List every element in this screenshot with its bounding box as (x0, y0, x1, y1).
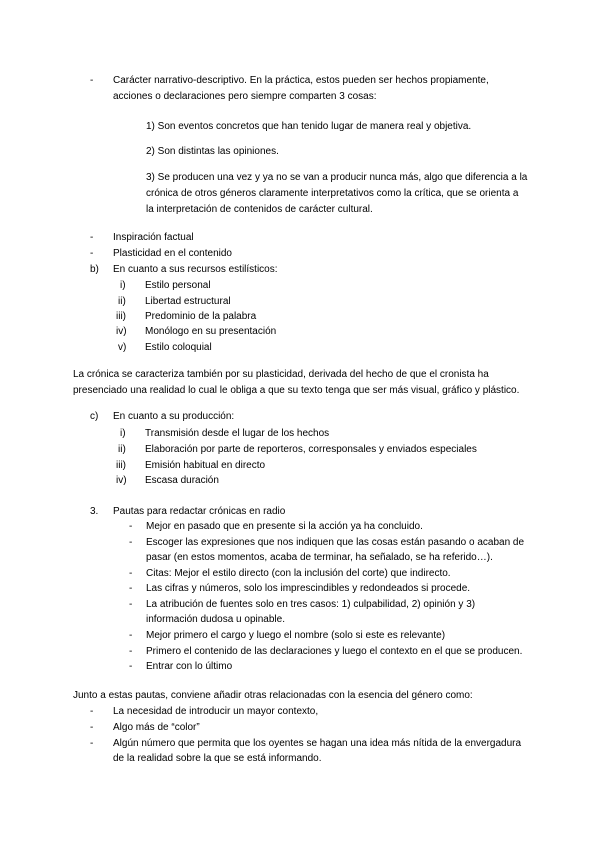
roman-marker: ii) (118, 296, 126, 307)
pauta-item-8: Entrar con lo último (146, 661, 233, 672)
bullet-dash: - (129, 661, 133, 672)
bullet-dash: - (129, 599, 133, 610)
pauta-item-5-line-2: información dudosa u opinable. (146, 614, 285, 625)
sub-point-3-line-1: 3) Se producen una vez y ya no se van a producir nunca más, algo que diferencia a la (146, 172, 528, 183)
pauta-item-2-line-1: Escoger las expresiones que nos indiquen que las cosas están pasando o acaban de (146, 537, 525, 548)
pauta-item-6: Mejor primero el cargo y luego el nombre (solo si este es relevante) (146, 630, 446, 641)
item-inspiracion: Inspiración factual (113, 232, 194, 243)
section-b-marker: b) (90, 264, 99, 275)
section-c-marker: c) (90, 411, 99, 422)
pauta-item-1: Mejor en pasado que en presente si la acción ya ha concluido. (146, 521, 423, 532)
caracter-line-2: acciones o declaraciones pero siempre comparten 3 cosas: (113, 91, 377, 102)
paragraph-2-item-1: La necesidad de introducir un mayor contexto, (113, 706, 319, 717)
section-3-marker: 3. (90, 506, 99, 517)
roman-marker: iv) (116, 475, 127, 486)
section-b-title: En cuanto a sus recursos estilísticos: (113, 264, 278, 275)
paragraph-2-item-3-line-1: Algún número que permita que los oyentes se hagan una idea más nítida de la envergadura (113, 738, 522, 749)
section-c-title: En cuanto a su producción: (113, 411, 235, 422)
paragraph-2-text: Junto a estas pautas, conviene añadir otras relacionadas con la esencia del género como: (73, 690, 473, 701)
bullet-dash: - (90, 722, 94, 733)
roman-marker: i) (120, 280, 126, 291)
section-b-item: Libertad estructural (145, 296, 231, 307)
roman-marker: i) (120, 428, 126, 439)
pauta-item-3: Citas: Mejor el estilo directo (con la inclusión del corte) que indirecto. (146, 568, 451, 579)
bullet-dash: - (129, 521, 133, 532)
paragraph-2-item-2: Algo más de “color” (113, 722, 200, 733)
roman-marker: iii) (116, 460, 126, 471)
section-3-title: Pautas para redactar crónicas en radio (113, 506, 286, 517)
bullet-dash: - (129, 537, 133, 548)
section-b-item: Estilo personal (145, 280, 211, 291)
sub-point-3-line-3: la interpretación de contenidos de carácter cultural. (146, 204, 373, 215)
pauta-item-2-line-2: pasar (en estos momentos, acaba de terminar, ha señalado, se ha referido…). (146, 552, 493, 563)
bullet-dash: - (90, 248, 94, 259)
sub-point-3-line-2: crónica de otros géneros claramente interpretativos como la crítica, que se orienta a (146, 188, 519, 199)
section-c-item: Escasa duración (145, 475, 219, 486)
bullet-dash: - (129, 583, 133, 594)
paragraph-1-line-2: presenciado una realidad lo cual le obliga a que su texto tenga que ser más visual, gráfico y plástico. (73, 385, 520, 396)
bullet-dash: - (90, 232, 94, 243)
bullet-dash: - (90, 706, 94, 717)
paragraph-1-line-1: La crónica se caracteriza también por su plasticidad, derivada del hecho de que el cronista ha (73, 369, 489, 380)
pauta-item-7: Primero el contenido de las declaraciones y luego el contexto en el que se producen. (146, 646, 523, 657)
bullet-dash: - (90, 75, 94, 86)
paragraph-2-item-3-line-2: de la realidad sobre la que se está informando. (113, 753, 322, 764)
section-b-item: Predominio de la palabra (145, 311, 257, 322)
pauta-item-5-line-1: La atribución de fuentes solo en tres casos: 1) culpabilidad, 2) opinión y 3) (146, 599, 476, 610)
bullet-dash: - (129, 630, 133, 641)
pauta-item-4: Las cifras y números, solo los imprescindibles y redondeados si procede. (146, 583, 471, 594)
roman-marker: v) (118, 342, 127, 353)
roman-marker: iii) (116, 311, 126, 322)
bullet-dash: - (129, 646, 133, 657)
item-plasticidad: Plasticidad en el contenido (113, 248, 232, 259)
roman-marker: iv) (116, 326, 127, 337)
section-b-item: Monólogo en su presentación (145, 326, 277, 337)
caracter-line-1: Carácter narrativo-descriptivo. En la práctica, estos pueden ser hechos propiamente, (113, 75, 489, 86)
sub-point-2: 2) Son distintas las opiniones. (146, 146, 279, 157)
roman-marker: ii) (118, 444, 126, 455)
sub-point-1: 1) Son eventos concretos que han tenido lugar de manera real y objetiva. (146, 121, 472, 132)
section-c-item: Elaboración por parte de reporteros, corresponsales y enviados especiales (145, 444, 477, 455)
bullet-dash: - (129, 568, 133, 579)
section-b-item: Estilo coloquial (145, 342, 212, 353)
section-c-item: Emisión habitual en directo (145, 460, 266, 471)
section-c-item: Transmisión desde el lugar de los hechos (145, 428, 330, 439)
bullet-dash: - (90, 738, 94, 749)
